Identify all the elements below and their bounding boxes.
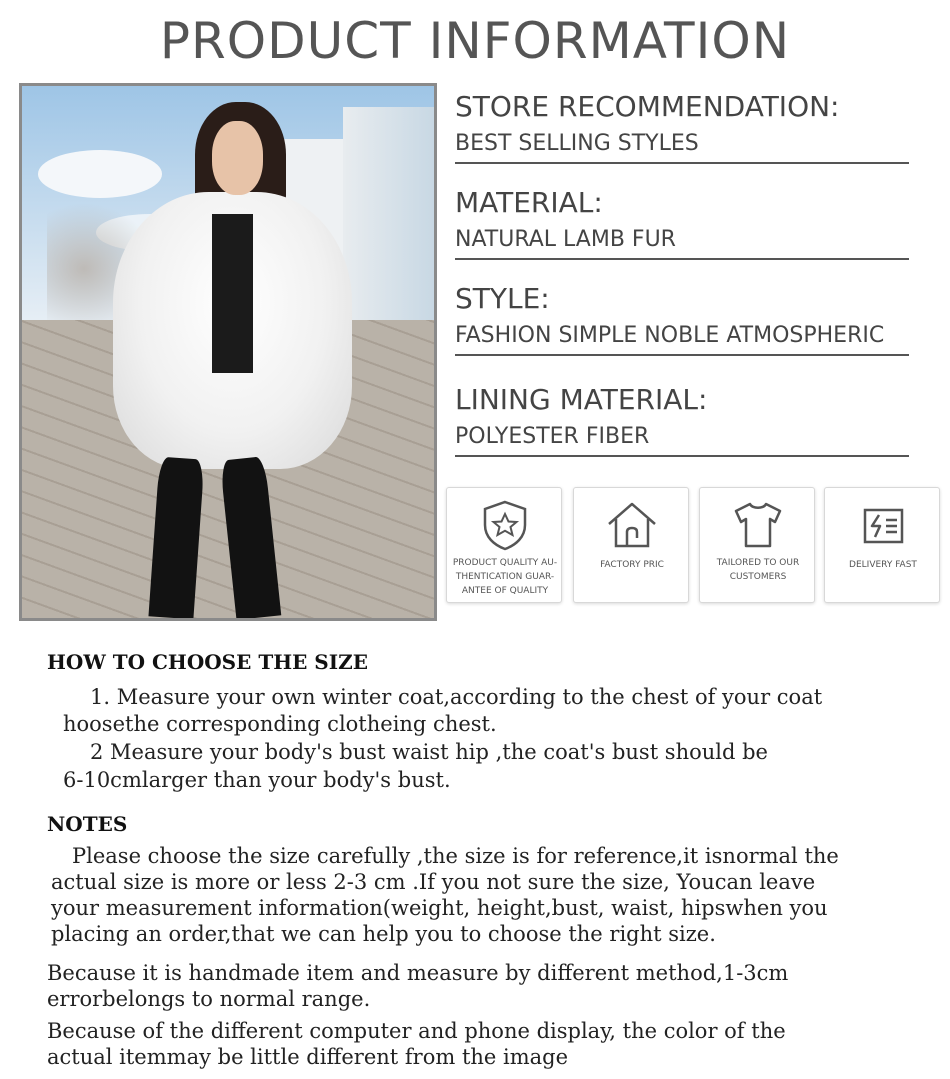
feature-caption-line: DELIVERY FAST xyxy=(849,560,917,570)
notes-line: actual size is more or less 2-3 cm .If you not sure the size, Youcan leave xyxy=(51,870,816,894)
spec-divider xyxy=(455,162,909,164)
display-note-line: Because of the different computer and phone display, the color of the xyxy=(47,1019,786,1043)
feature-card-delivery xyxy=(824,487,940,603)
feature-caption-line: PRODUCT QUALITY AU- xyxy=(452,558,558,568)
handmade-note-line: Because it is handmade item and measure by different method,1-3cm xyxy=(47,961,789,985)
feature-card-quality xyxy=(446,487,562,603)
feature-card-factory-price xyxy=(573,487,689,603)
spec-material xyxy=(455,186,935,260)
notes-line: Please choose the size carefully ,the size is for reference,it isnormal the xyxy=(72,844,839,868)
photo-model-shirt xyxy=(212,214,253,374)
delivery-fast-icon xyxy=(856,498,910,552)
tshirt-icon xyxy=(731,498,785,552)
display-note-line: actual itemmay be little different from the image xyxy=(47,1045,569,1069)
notes-heading: NOTES xyxy=(47,812,128,836)
feature-caption-line: TAILORED TO OUR xyxy=(716,558,800,568)
size-guide-line: 2 Measure your body's bust waist hip ,the coat's bust should be xyxy=(90,740,768,764)
spec-lining-material xyxy=(455,383,935,457)
feature-caption-line: FACTORY PRIC xyxy=(600,560,664,570)
spec-value: POLYESTER FIBER xyxy=(455,424,650,449)
product-photo xyxy=(19,83,437,621)
feature-caption xyxy=(702,556,814,584)
page-title: PRODUCT INFORMATION xyxy=(159,12,791,70)
spec-key: STYLE: xyxy=(455,282,550,315)
spec-style xyxy=(455,282,935,356)
spec-key: STORE RECOMMENDATION: xyxy=(455,90,840,123)
feature-caption xyxy=(576,558,688,572)
feature-caption-line: ANTEE OF QUALITY xyxy=(461,586,549,596)
size-guide-line: 6-10cmlarger than your body's bust. xyxy=(63,768,451,792)
photo-model-face xyxy=(212,121,264,195)
spec-divider xyxy=(455,258,909,260)
spec-value: BEST SELLING STYLES xyxy=(455,131,699,156)
notes-line: your measurement information(weight, height,bust, waist, hipswhen you xyxy=(51,896,828,920)
spec-divider xyxy=(455,354,909,356)
photo-building xyxy=(343,107,434,330)
size-guide-heading: HOW TO CHOOSE THE SIZE xyxy=(47,650,368,674)
notes-line: placing an order,that we can help you to choose the right size. xyxy=(51,922,716,946)
spec-key: MATERIAL: xyxy=(455,186,603,219)
size-guide-line: 1. Measure your own winter coat,according to the chest of your coat xyxy=(90,685,823,709)
feature-caption-line: CUSTOMERS xyxy=(729,572,787,582)
shield-star-icon xyxy=(478,498,532,552)
photo-cloud xyxy=(38,150,162,198)
house-icon xyxy=(605,498,659,552)
feature-caption xyxy=(449,556,561,598)
handmade-note-line: errorbelongs to normal range. xyxy=(47,987,371,1011)
feature-card-tailored xyxy=(699,487,815,603)
feature-caption xyxy=(827,558,939,572)
spec-value: NATURAL LAMB FUR xyxy=(455,227,676,252)
spec-store-recommendation xyxy=(455,90,935,164)
spec-divider xyxy=(455,455,909,457)
spec-key: LINING MATERIAL: xyxy=(455,383,708,416)
spec-value: FASHION SIMPLE NOBLE ATMOSPHERIC xyxy=(455,323,885,348)
feature-caption-line: THENTICATION GUAR- xyxy=(455,572,555,582)
size-guide-line: hoosethe corresponding clotheing chest. xyxy=(63,712,497,736)
